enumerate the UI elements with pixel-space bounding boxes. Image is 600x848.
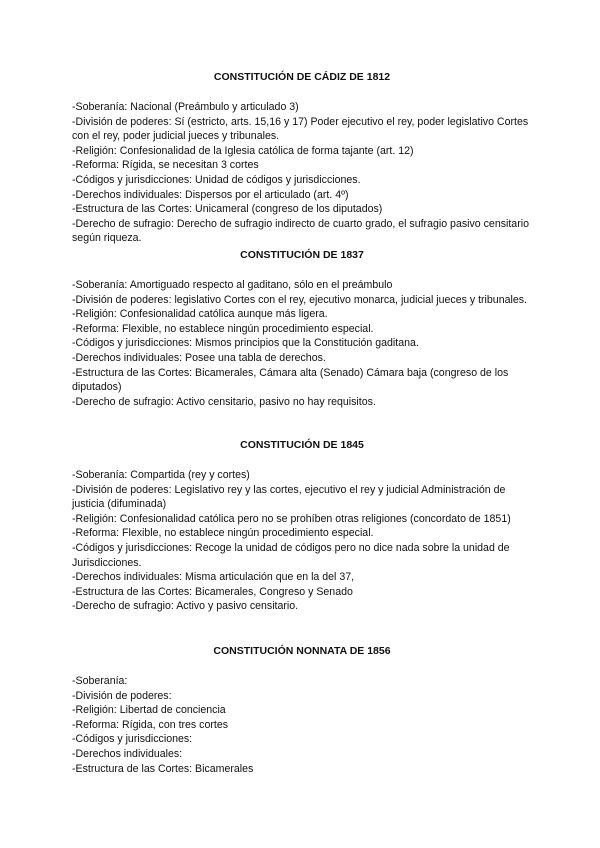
list-item: -División de poderes: Legislativo rey y las cortes, ejecutivo el rey y judicial Administración de justicia (difuminada) bbox=[72, 483, 506, 511]
list-item: -Religión: Confesionalidad católica pero no se prohíben otras religiones (concordato de 1851) bbox=[72, 512, 511, 525]
list-item: -Códigos y jurisdicciones: Recoge la unidad de códigos pero no dice nada sobre la unidad de Jurisdicciones. bbox=[72, 541, 510, 569]
section-nonnata-1856 bbox=[72, 644, 532, 776]
list-item: -Religión: Libertad de conciencia bbox=[72, 704, 226, 717]
list-item: -Religión: Confesionalidad de la Iglesia católica de forma tajante (art. 12) bbox=[72, 144, 414, 157]
section-1837 bbox=[72, 248, 532, 409]
list-item: -Reforma: Flexible, no establece ningún procedimiento especial. bbox=[72, 527, 374, 540]
section-heading: CONSTITUCIÓN DE CÁDIZ DE 1812 bbox=[213, 71, 391, 83]
section-cadiz-1812 bbox=[72, 70, 532, 246]
list-item: -Soberanía: Nacional (Preámbulo y articulado 3) bbox=[72, 101, 299, 113]
list-item: -Códigos y jurisdicciones: Unidad de códigos y jurisdicciones. bbox=[72, 173, 361, 186]
list-item: -Derecho de sufragio: Activo censitario, pasivo no hay requisitos. bbox=[72, 395, 376, 408]
list-item: -Derechos individuales: bbox=[72, 747, 183, 760]
section-items bbox=[72, 468, 532, 614]
list-item: -Derechos individuales: Dispersos por el articulado (art. 4º) bbox=[72, 188, 349, 201]
list-item: -Soberanía: Compartida (rey y cortes) bbox=[72, 469, 250, 481]
section-heading: CONSTITUCIÓN DE 1845 bbox=[240, 439, 364, 451]
list-item: -Estructura de las Cortes: Bicamerales bbox=[72, 762, 254, 775]
list-item: -Reforma: Rígida, con tres cortes bbox=[72, 718, 229, 731]
list-item: -Reforma: Rígida, se necesitan 3 cortes bbox=[72, 159, 259, 172]
section-items bbox=[72, 100, 532, 246]
list-item: -Estructura de las Cortes: Bicamerales, Cámara alta (Senado) Cámara baja (congreso de los diputados) bbox=[72, 366, 509, 394]
section-items bbox=[72, 278, 532, 409]
list-item: -Códigos y jurisdicciones: Mismos principios que la Constitución gaditana. bbox=[72, 337, 419, 350]
list-item: -Derechos individuales: Misma articulación que en la del 37, bbox=[72, 571, 355, 584]
list-item: -Estructura de las Cortes: Bicamerales, Congreso y Senado bbox=[72, 585, 353, 598]
list-item: -Reforma: Flexible, no establece ningún procedimiento especial. bbox=[72, 322, 374, 335]
list-item: -Soberanía: Amortiguado respecto al gaditano, sólo en el preámbulo bbox=[72, 279, 393, 291]
list-item: -Derechos individuales: Posee una tabla de derechos. bbox=[72, 351, 326, 364]
list-item: -División de poderes: bbox=[72, 689, 172, 702]
list-item: -División de poderes: legislativo Cortes con el rey, ejecutivo monarca, judicial jueces y tribunales. bbox=[72, 293, 527, 306]
list-item: -Soberanía: bbox=[72, 675, 128, 687]
list-item: -Derecho de sufragio: Activo y pasivo censitario. bbox=[72, 600, 299, 613]
list-item: -Religión: Confesionalidad católica aunque más ligera. bbox=[72, 308, 328, 321]
list-item: -Códigos y jurisdicciones: bbox=[72, 733, 193, 746]
section-heading: CONSTITUCIÓN NONNATA DE 1856 bbox=[213, 645, 391, 657]
section-1845 bbox=[72, 438, 532, 614]
list-item: -Derecho de sufragio: Derecho de sufragio indirecto de cuarto grado, el sufragio pasivo censitario según riqueza. bbox=[72, 217, 529, 245]
section-heading: CONSTITUCIÓN DE 1837 bbox=[240, 249, 364, 261]
list-item: -Estructura de las Cortes: Unicameral (congreso de los diputados) bbox=[72, 203, 383, 216]
section-items bbox=[72, 674, 532, 776]
list-item: -División de poderes: Sí (estricto, arts. 15,16 y 17) Poder ejecutivo el rey, poder legislativo Cortes con el rey, poder judicial jueces y tribunales. bbox=[72, 115, 529, 143]
